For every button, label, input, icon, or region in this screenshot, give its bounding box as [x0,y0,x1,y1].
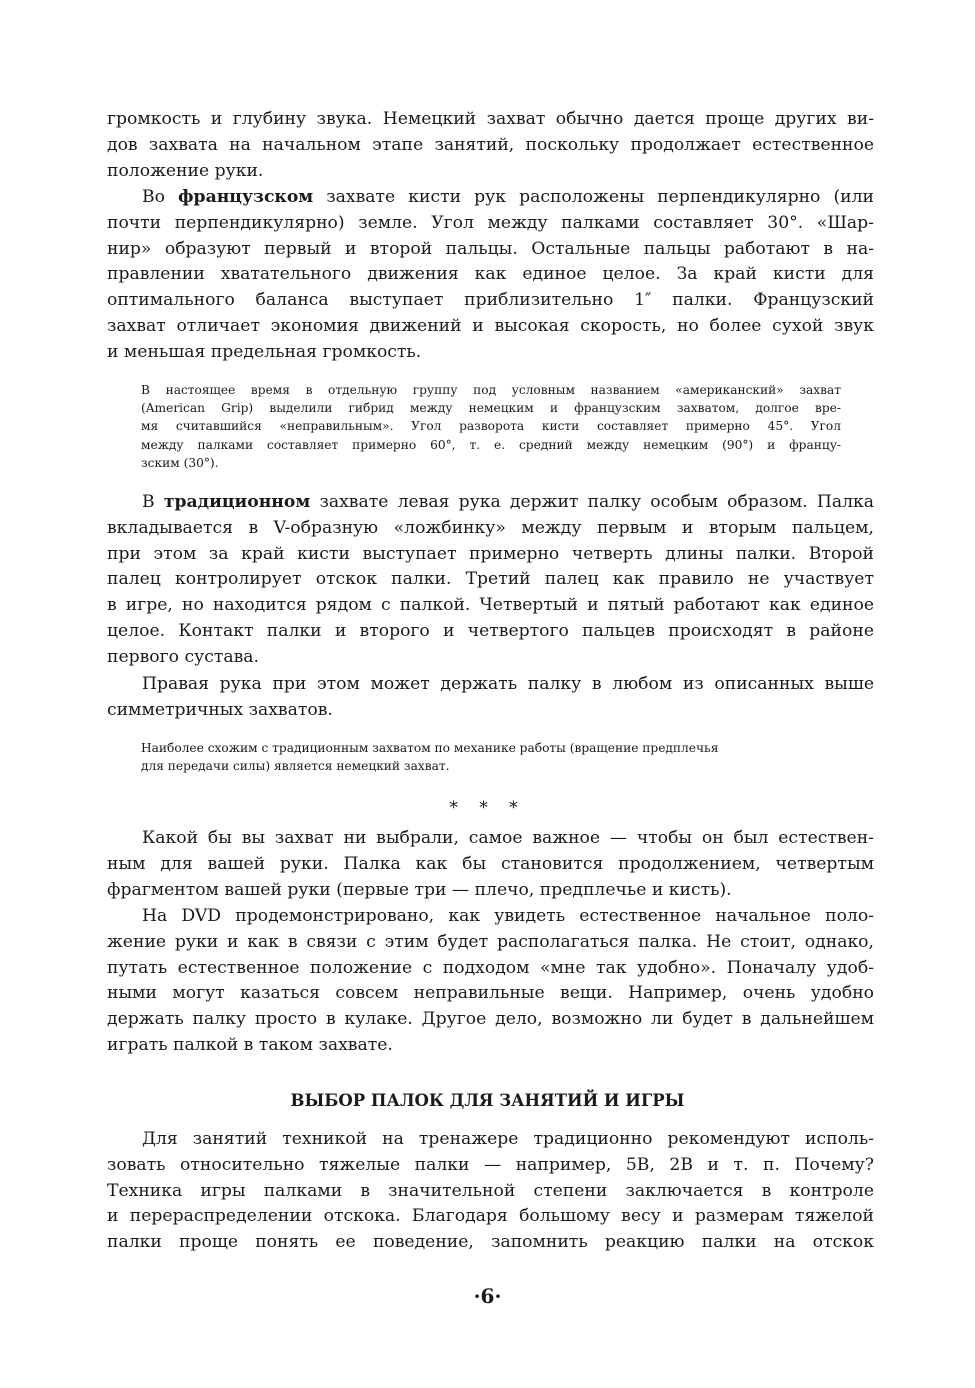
text-line: целое. Контакт палки и второго и четвертого пальцев происходят в районе [107,620,874,641]
note-line: мя считавшийся «неправильным». Угол разворота кисти составляет примерно 45°. Угол [141,419,841,434]
text-line: путать естественное положение с подходом «мне так удобно». Поначалу удоб- [107,957,874,978]
paragraph-french-grip [107,185,874,366]
text-line: правлении хватательного движения как единое целое. За край кисти для [107,264,874,285]
paragraph-sticks [107,1127,874,1256]
text-line: Какой бы вы захват ни выбрали, самое важное — чтобы он был естествен- [142,828,874,848]
note-line: для передачи силы) является немецкий захват. [141,759,450,774]
text-line: палки проще понять ее поведение, запомнить реакцию палки на отскок [107,1232,874,1253]
page-number: ·6· [473,1284,502,1308]
text-line: положение руки. [107,160,264,181]
text-line: фрагментом вашей руки (первые три — плечо, предплечье и кисть). [107,879,732,900]
text-line: держать палку просто в кулаке. Другое дело, возможно ли будет в дальнейшем [107,1009,874,1030]
text-line: Правая рука при этом может держать палку в любом из описанных выше [142,674,874,694]
text-line: Техника игры палками в значительной степени заключается в контроле [107,1180,874,1201]
text-line: громкость и глубину звука. Немецкий захват обычно дается проще других ви- [107,109,874,129]
paragraph-german-end [107,107,874,184]
text-run: В [142,492,164,512]
paragraph-traditional-grip [107,490,874,671]
paragraph-natural [107,826,874,903]
note-line: зским (30°). [141,455,219,470]
paragraph-dvd [107,904,874,1059]
term-french: французском [178,187,314,207]
text-line: захват отличает экономия движений и высокая скорость, но более сухой звук [107,315,874,336]
paragraph-right-hand [107,672,874,724]
page-number-value: 6 [480,1284,495,1308]
text-line: дов захвата на начальном этапе занятий, поскольку продолжает естественное [107,134,874,155]
text-line [107,490,874,516]
note-line: между палками составляет примерно 60°, т. е. средний между немецким (90°) и францу- [141,437,841,452]
section-separator: * * * [449,798,526,818]
text-line: и меньшая предельная громкость. [107,341,422,362]
note-mechanics [141,739,841,775]
text-line: оптимального баланса выступает приблизительно 1″ палки. Французский [107,290,874,311]
note-line: Наиболее схожим с традиционным захватом по механике работы (вращение предплечья [141,741,719,755]
note-line: В настоящее время в отдельную группу под условным названием «американский» захват [141,383,841,397]
text-line: и перераспределении отскока. Благодаря большому весу и размерам тяжелой [107,1206,874,1227]
section-heading: ВЫБОР ПАЛОК ДЛЯ ЗАНЯТИЙ И ИГРЫ [290,1091,685,1110]
text-run: захвате кисти рук расположены перпендикулярно (или [313,187,874,207]
text-line: почти перпендикулярно) земле. Угол между палками составляет 30°. «Шар- [107,212,874,233]
text-line: ным для вашей руки. Палка как бы становится продолжением, четвертым [107,853,874,874]
note-american-grip [141,381,841,472]
text-line: в игре, но находится рядом с палкой. Четвертый и пятый работают как единое [107,595,874,616]
text-line: нир» образуют первый и второй пальцы. Остальные пальцы работают в на- [107,238,874,259]
note-line: (American Grip) выделили гибрид между немецким и французским захватом, долгое вре- [141,401,841,416]
text-run: Во [142,187,179,207]
text-line: ными могут казаться совсем неправильные вещи. Например, очень удобно [107,983,874,1004]
text-line: палец контролирует отскок палки. Третий палец как правило не участвует [107,569,874,590]
text-line: при этом за край кисти выступает примерно четверть длины палки. Второй [107,543,874,564]
term-traditional: традиционном [163,492,311,512]
text-line: вкладывается в V-образную «ложбинку» между первым и вторым пальцем, [107,517,874,538]
text-run: захвате левая рука держит палку особым образом. Палка [310,492,874,512]
text-line: На DVD продемонстрировано, как увидеть естественное начальное поло- [142,906,874,926]
text-line: симметричных захватов. [107,699,333,720]
text-line: зовать относительно тяжелые палки — например, 5В, 2В и т. п. Почему? [107,1154,874,1175]
text-line: Для занятий техникой на тренажере традиционно рекомендуют исполь- [142,1129,874,1149]
text-line: играть палкой в таком захвате. [107,1034,393,1055]
text-line: жение руки и как в связи с этим будет располагаться палка. Не стоит, однако, [107,931,874,952]
text-line: первого сустава. [107,646,259,667]
text-line [107,185,874,211]
